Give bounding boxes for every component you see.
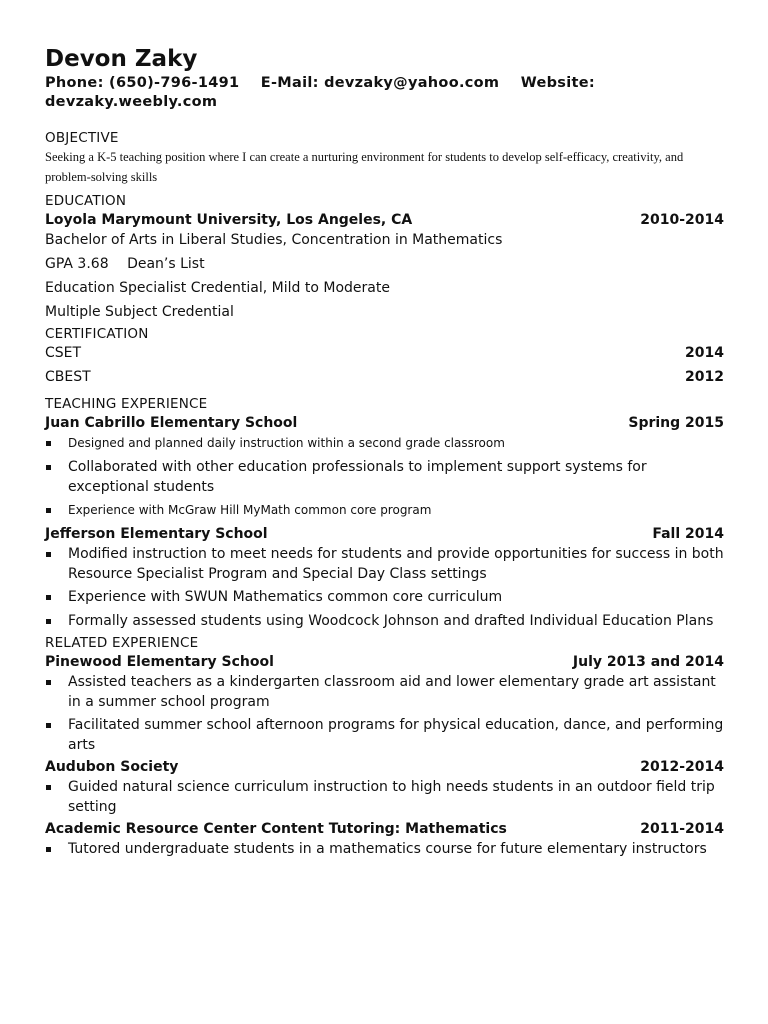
contact-line xyxy=(45,74,724,93)
job-header xyxy=(45,524,724,544)
job-entry xyxy=(45,524,724,631)
job-header xyxy=(45,652,724,672)
job-bullets xyxy=(45,839,724,859)
bullet-item: Formally assessed students using Woodcock Johnson and drafted Individual Education Plans xyxy=(45,611,724,631)
job-bullets xyxy=(45,777,724,817)
website-text: devzaky.weebly.com xyxy=(45,94,218,110)
cert-name: CSET xyxy=(45,345,82,361)
certification-heading: CERTIFICATION xyxy=(45,326,149,342)
certification-section xyxy=(45,325,724,387)
cert-year: 2012 xyxy=(685,369,724,385)
job-org: Jefferson Elementary School xyxy=(45,526,268,542)
honor-text: Dean’s List xyxy=(127,256,205,272)
email-text: E-Mail: devzaky@yahoo.com xyxy=(260,75,500,91)
job-bullets xyxy=(45,544,724,631)
job-entry xyxy=(45,757,724,817)
candidate-name: Devon Zaky xyxy=(45,46,198,72)
resume-page xyxy=(45,44,724,859)
resume-header xyxy=(45,44,724,112)
gpa-text: GPA 3.68 xyxy=(45,256,109,272)
objective-heading: OBJECTIVE xyxy=(45,130,119,146)
degree-text: Bachelor of Arts in Liberal Studies, Concentration in Mathematics xyxy=(45,232,503,248)
education-row xyxy=(45,210,724,230)
bullet-item: Experience with McGraw Hill MyMath common core program xyxy=(45,500,724,520)
job-entry xyxy=(45,819,724,859)
job-date: July 2013 and 2014 xyxy=(572,654,724,670)
bullet-item: Assisted teachers as a kindergarten classroom aid and lower elementary grade art assistant in a summer school program xyxy=(45,672,724,712)
teaching-heading: TEACHING EXPERIENCE xyxy=(45,396,208,412)
job-date: 2012-2014 xyxy=(640,759,724,775)
phone-text: Phone: (650)-796-1491 xyxy=(45,75,240,91)
job-header xyxy=(45,819,724,839)
cert-year: 2014 xyxy=(685,345,724,361)
job-org: Pinewood Elementary School xyxy=(45,654,274,670)
gpa-line xyxy=(45,254,724,274)
job-header xyxy=(45,757,724,777)
bullet-item: Guided natural science curriculum instruction to high needs students in an outdoor field trip setting xyxy=(45,777,724,817)
education-section xyxy=(45,192,724,322)
website-label: Website: xyxy=(520,75,595,91)
related-section xyxy=(45,634,724,859)
job-org: Academic Resource Center Content Tutoring: Mathematics xyxy=(45,821,507,837)
job-header xyxy=(45,413,724,433)
job-date: Fall 2014 xyxy=(652,526,724,542)
certification-row xyxy=(45,343,724,363)
bullet-item: Collaborated with other education professionals to implement support systems for exceptional students xyxy=(45,457,724,497)
cert-name: CBEST xyxy=(45,369,91,385)
job-bullets xyxy=(45,672,724,755)
bullet-item: Facilitated summer school afternoon programs for physical education, dance, and performing arts xyxy=(45,715,724,755)
job-entry xyxy=(45,652,724,755)
job-entry xyxy=(45,413,724,520)
objective-section xyxy=(45,129,724,187)
job-org: Juan Cabrillo Elementary School xyxy=(45,415,298,431)
job-date: 2011-2014 xyxy=(640,821,724,837)
education-dates: 2010-2014 xyxy=(640,212,724,228)
job-bullets xyxy=(45,433,724,520)
credential-text: Multiple Subject Credential xyxy=(45,304,234,320)
credential-text: Education Specialist Credential, Mild to Moderate xyxy=(45,280,390,296)
related-heading: RELATED EXPERIENCE xyxy=(45,635,199,651)
teaching-section xyxy=(45,395,724,631)
bullet-item: Experience with SWUN Mathematics common core curriculum xyxy=(45,587,724,607)
bullet-item: Modified instruction to meet needs for students and provide opportunities for success in both Resource Specialist Program and Special Day Class settings xyxy=(45,544,724,584)
objective-text: Seeking a K-5 teaching position where I can create a nurturing environment for students to develop self-efficacy, creativity, and problem-solving skills xyxy=(45,150,684,184)
bullet-item: Tutored undergraduate students in a mathematics course for future elementary instructors xyxy=(45,839,724,859)
certification-row xyxy=(45,367,724,387)
job-org: Audubon Society xyxy=(45,759,179,775)
school-name: Loyola Marymount University, Los Angeles, CA xyxy=(45,212,413,228)
education-heading: EDUCATION xyxy=(45,193,127,209)
job-date: Spring 2015 xyxy=(628,415,724,431)
bullet-item: Designed and planned daily instruction within a second grade classroom xyxy=(45,433,724,453)
